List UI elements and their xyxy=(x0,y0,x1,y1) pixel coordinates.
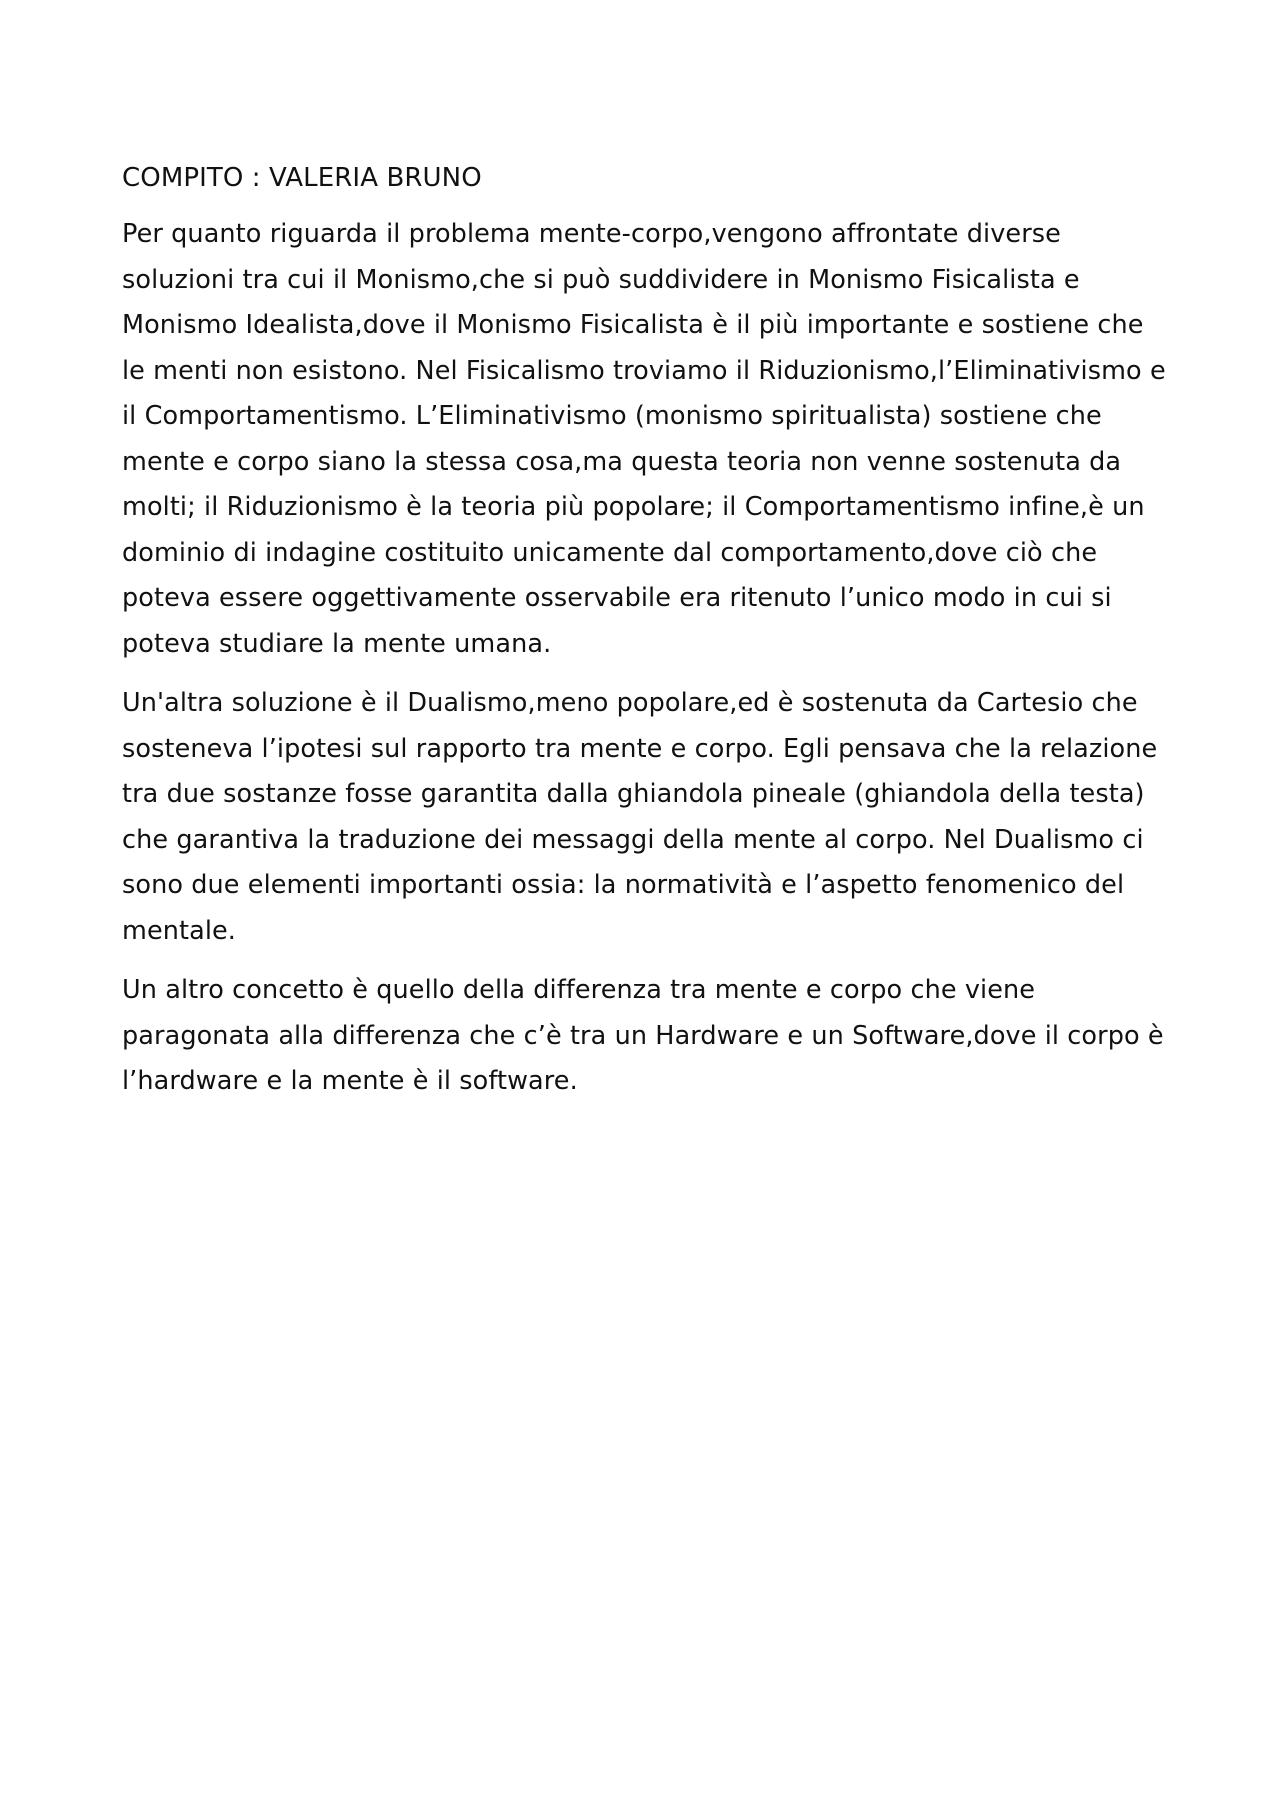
paragraph-hardware-software: Un altro concetto è quello della differenza tra mente e corpo che viene paragonata alla differenza che c’è tra un Hardware e un Software,dove il corpo è l’hardware e la mente è il software. xyxy=(122,975,1164,1096)
paragraph-dualismo: Un'altra soluzione è il Dualismo,meno popolare,ed è sostenuta da Cartesio che sosteneva l’ipotesi sul rapporto tra mente e corpo. Egli pensava che la relazione tra due sostanze fosse garantita dalla ghiandola pineale (ghiandola della testa) che garantiva la traduzione dei messaggi della mente al corpo. Nel Dualismo ci sono due elementi importanti ossia: la normatività e l’aspetto fenomenico del mentale. xyxy=(122,688,1158,946)
paragraph-monismo: Per quanto riguarda il problema mente-corpo,vengono affrontate diverse soluzioni tra cui il Monismo,che si può suddividere in Monismo Fisicalista e Monismo Idealista,dove il Monismo Fisicalista è il più importante e sostiene che le menti non esistono. Nel Fisicalismo troviamo il Riduzionismo,l’Eliminativismo e il Comportamentismo. L’Eliminativismo (monismo spiritualista) sostiene che mente e corpo siano la stessa cosa,ma questa teoria non venne sostenuta da molti; il Riduzionismo è la teoria più popolare; il Comportamentismo infine,è un dominio di indagine costituito unicamente dal comportamento,dove ciò che poteva essere oggettivamente osservabile era ritenuto l’unico modo in cui si poteva studiare la mente umana. xyxy=(122,219,1166,659)
document-body xyxy=(122,156,1172,1119)
document-title: COMPITO : VALERIA BRUNO xyxy=(122,163,482,193)
